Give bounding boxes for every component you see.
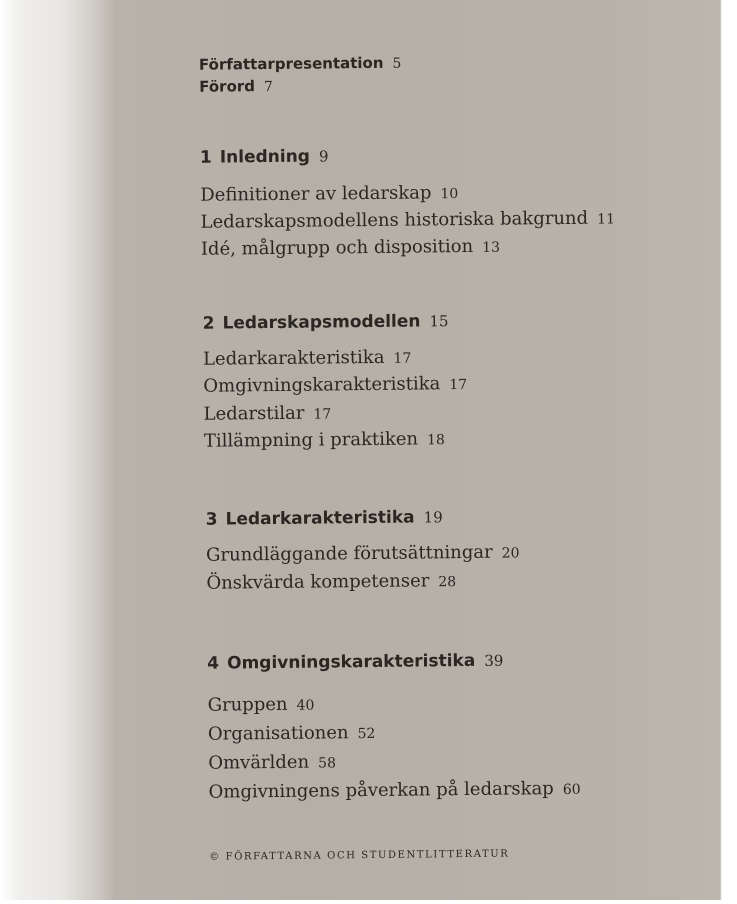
section-title: Ledarkarakteristika [202,346,385,370]
chapter-number: 3 [205,509,218,530]
toc-section-item [204,402,332,424]
toc-page-number: 58 [318,755,337,772]
toc-page-number: 7 [263,78,273,96]
toc-front-matter-item [199,77,273,96]
section-title: Organisationen [207,722,349,745]
toc-page-number: 52 [357,725,376,743]
toc-page-number: 40 [296,697,315,714]
toc-section-item [208,694,315,716]
toc-section-item [204,428,445,452]
toc-page-number: 11 [597,211,616,228]
chapter-number: 1 [199,147,212,168]
chapter-title: Omgivningskarakteristika [226,650,476,674]
chapter-number: 2 [202,313,215,334]
toc-section-item [201,236,500,260]
toc-page-number: 28 [438,574,457,591]
section-title: Definitioner av ledarskap [200,182,432,206]
toc-page-number: 17 [449,376,468,394]
toc-section-item [200,182,458,206]
toc-page-number: 9 [318,147,329,166]
section-title: Grundläggande förutsättningar [205,541,493,566]
toc-section-item [208,751,336,773]
toc-chapter-heading [200,146,329,167]
toc-page-number: 19 [423,508,443,527]
section-title: Idé, målgrupp och disposition [200,235,474,260]
chapter-title: Ledarkarakteristika [225,507,415,530]
toc-chapter-heading [203,311,449,334]
toc-page-number: 13 [482,239,501,256]
toc-page-number: 39 [484,651,504,670]
toc-page-number: 17 [393,350,412,367]
chapter-title: Inledning [219,146,311,168]
chapter-number: 4 [207,653,220,674]
toc-section-item [203,347,412,370]
section-title: Ledarskapsmodellens historiska bakgrund [200,207,589,233]
section-title: Önskvärda kompetenser [206,570,430,594]
toc-entry-title: Författarpresentation [198,53,384,74]
toc-chapter-heading [206,507,443,529]
section-title: Tillämpning i praktiken [203,428,419,452]
toc-chapter-heading [207,651,503,674]
toc-section-item [206,570,456,594]
chapter-title: Ledarskapsmodellen [222,311,421,334]
toc-page-number: 60 [562,781,581,798]
toc-page-number: 10 [440,186,459,203]
toc-entry-title: Förord [199,77,256,96]
toc-page-number: 20 [501,545,520,562]
toc-section-item [208,778,580,803]
toc-section-item [203,373,467,397]
toc-page-number: 17 [313,406,332,423]
toc-section-item [200,207,615,232]
section-title: Ledarstilar [203,402,305,425]
copyright-footer: © FÖRFATTARNA OCH STUDENTLITTERATUR [209,848,510,863]
section-title: Omgivningskarakteristika [203,373,441,397]
section-title: Gruppen [207,693,288,716]
toc-section-item [206,541,520,565]
toc-front-matter-item [199,54,402,74]
toc-page-number: 5 [392,55,402,72]
toc-section-item [208,722,376,745]
section-title: Omvärlden [208,751,310,774]
section-title: Omgivningens påverkan på ledarskap [208,778,554,803]
toc-page-number: 18 [426,432,445,449]
toc-page-number: 15 [429,312,449,331]
